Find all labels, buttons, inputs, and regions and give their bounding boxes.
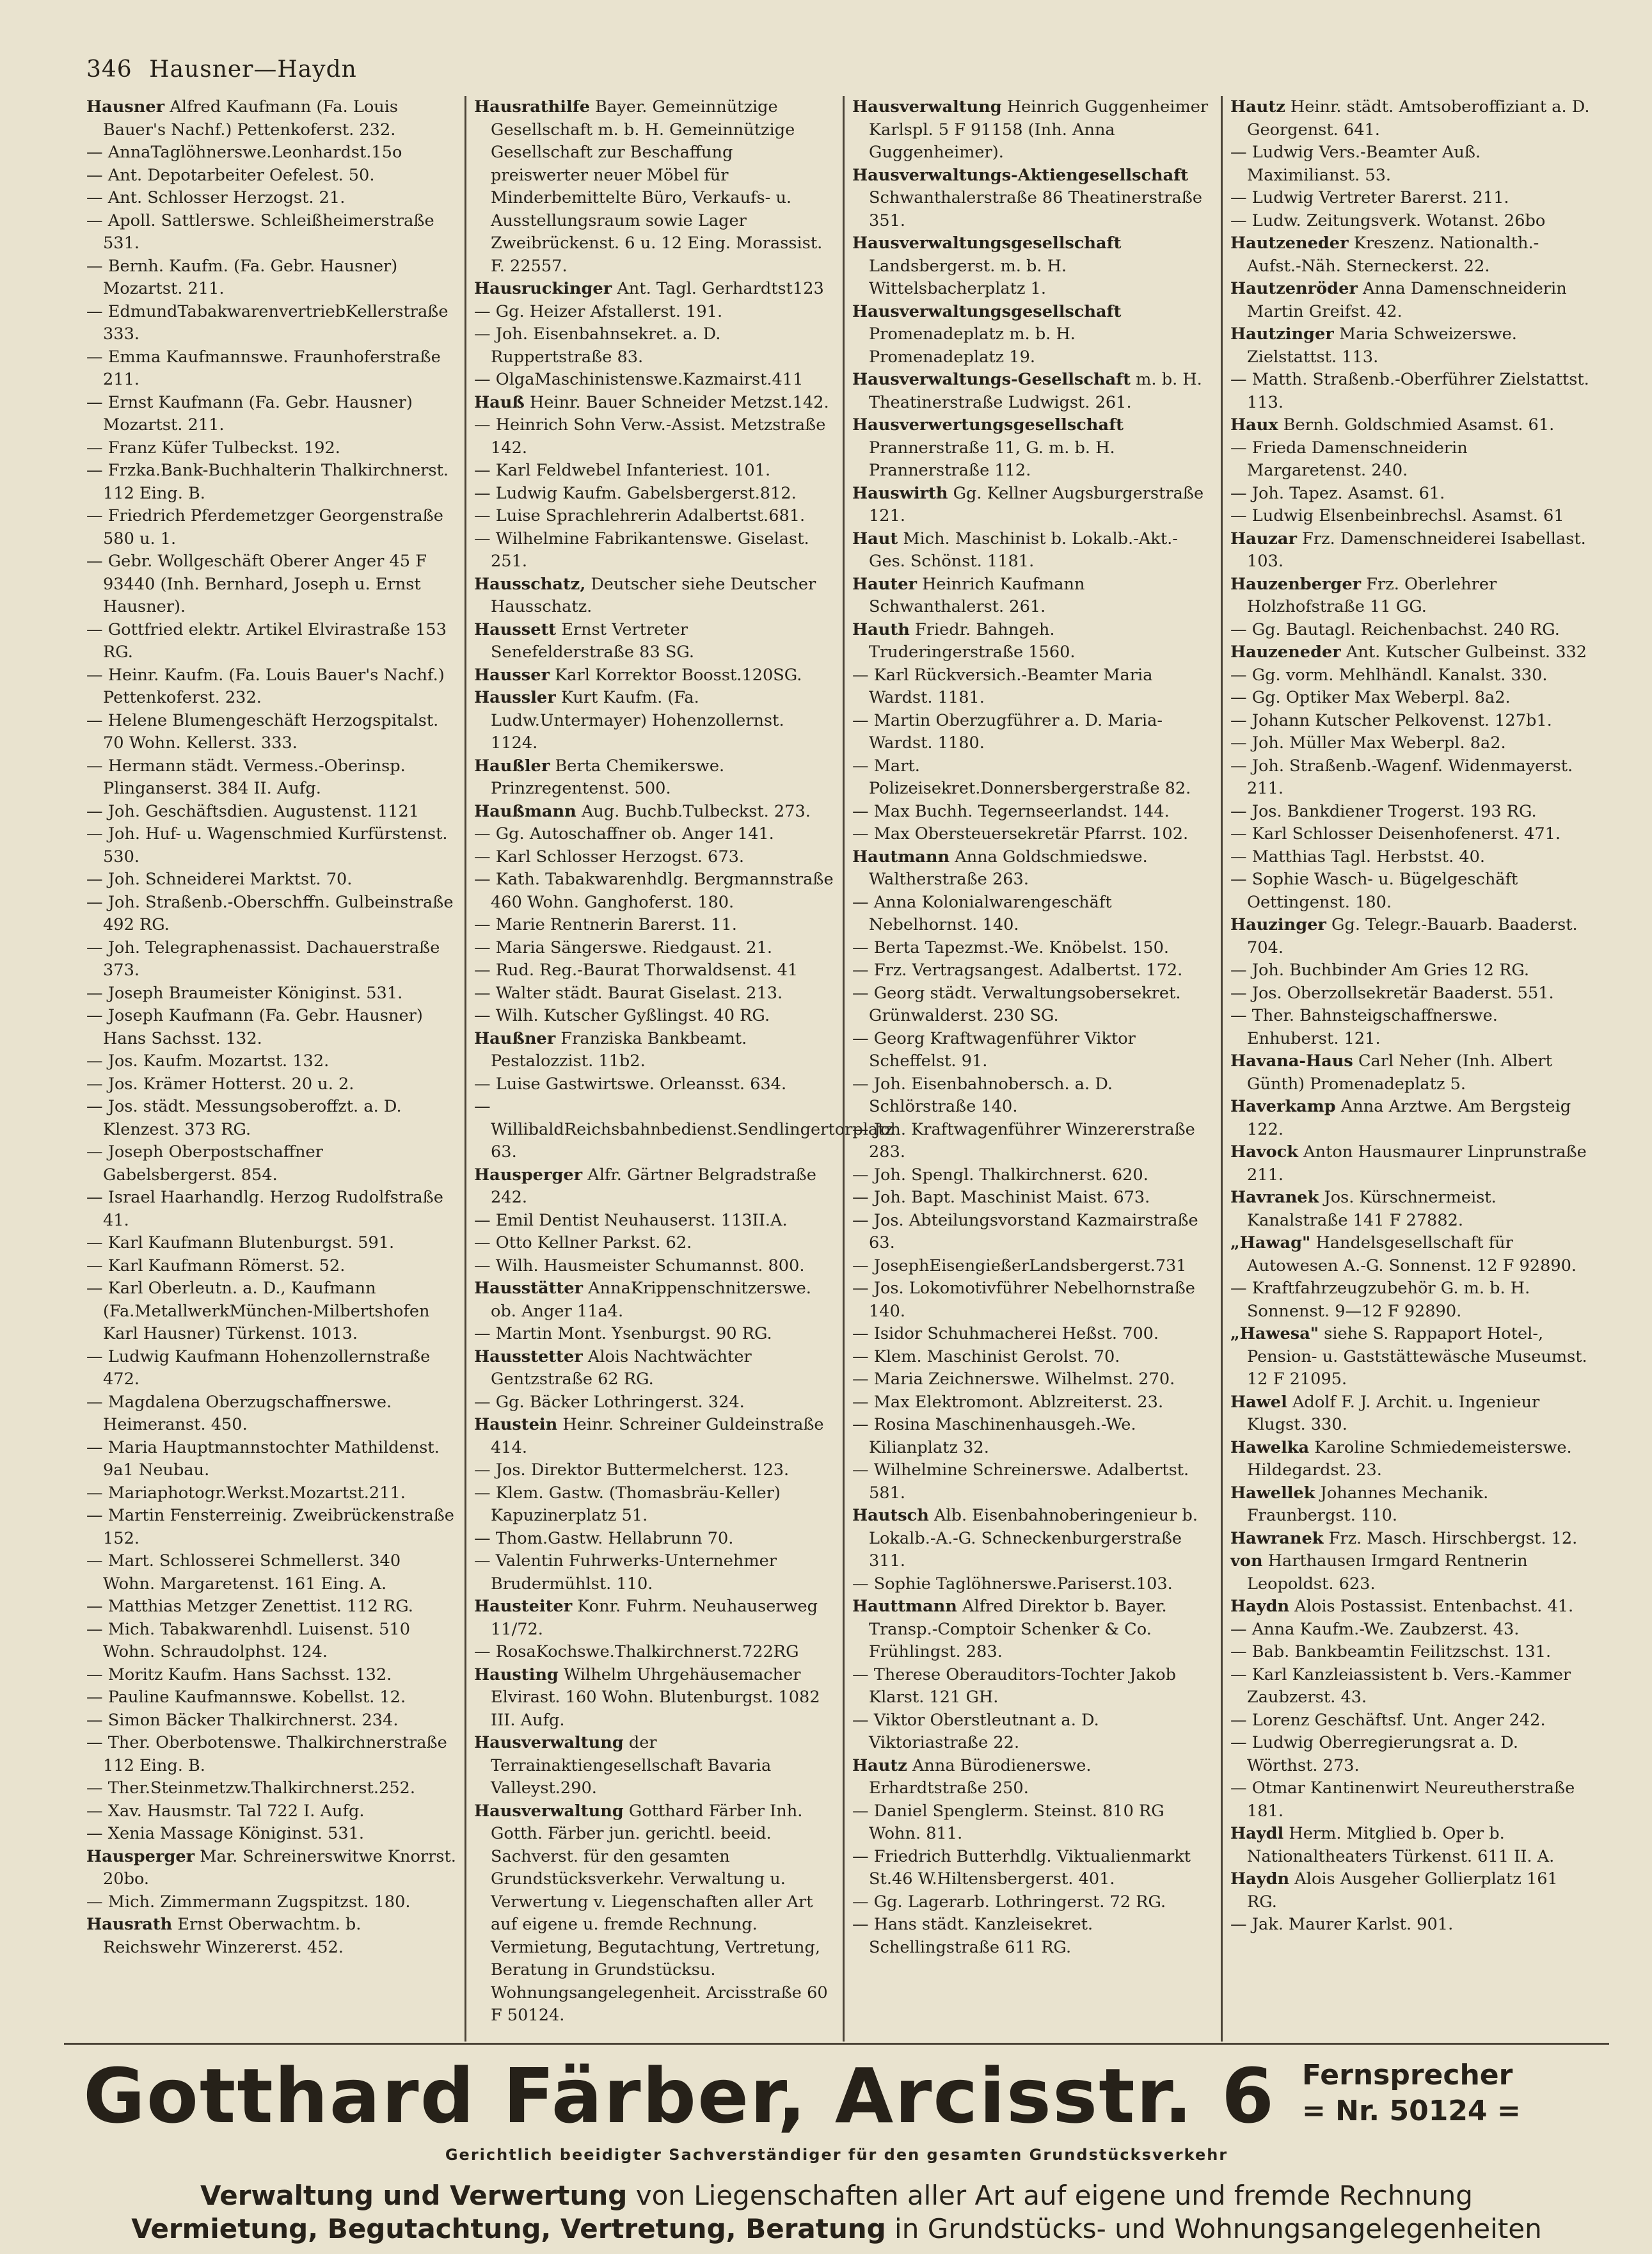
directory-entry: — Matthias Tagl. Herbstst. 40. xyxy=(1230,847,1486,867)
directory-entry: — Ludwig Kaufm. Gabelsbergerst.812. xyxy=(474,483,797,503)
directory-entry: — Daniel Spenglerm. Steinst. 810 RG Wohn. 811. xyxy=(852,1801,1164,1843)
directory-entry: — Gg. Optiker Max Weberpl. 8a2. xyxy=(1230,688,1511,707)
directory-entry: Hautsch Alb. Eisenbahnoberingenieur b. Lokalb.-A.-G. Schneckenburgerstraße 311. xyxy=(852,1506,1198,1571)
directory-entry: — Matthias Metzger Zenettist. 112 RG. xyxy=(86,1597,413,1616)
directory-entry: — Klem. Gastw. (Thomasbräu-Keller) Kapuzinerplatz 51. xyxy=(474,1483,781,1525)
directory-entry: — AnnaTaglöhnerswe.Leonhardst.15o xyxy=(86,143,402,162)
directory-entry: Hausting Wilhelm Uhrgehäusemacher Elvirast. 160 Wohn. Blutenburgst. 1082 III. Aufg. xyxy=(474,1665,820,1730)
directory-entry: — Jos. Lokomotivführer Nebelhornstraße 140. xyxy=(852,1279,1195,1321)
directory-entry: Haussler Kurt Kaufm. (Fa. Ludw.Untermayer) Hohenzollernst. 1124. xyxy=(474,688,784,753)
directory-entry: — Karl Schlosser Herzogst. 673. xyxy=(474,847,745,867)
directory-entry: Hauttmann Alfred Direktor b. Bayer. Transp.-Comptoir Schenker & Co. Frühlingst. 283. xyxy=(852,1597,1167,1661)
directory-entry: Hautzeneder Kreszenz. Nationalth.-Aufst.-Näh. Sterneckerst. 22. xyxy=(1230,234,1539,276)
directory-entry: — Joh. Eisenbahnsekret. a. D. Ruppertstraße 83. xyxy=(474,324,721,367)
directory-entry: — Jos. Krämer Hotterst. 20 u. 2. xyxy=(86,1074,354,1094)
directory-entry: — Ludwig Vers.-Beamter Auß. Maximilianst. 53. xyxy=(1230,143,1481,185)
directory-entry: — Kraftfahrzeugzubehör G. m. b. H. Sonnenst. 9—12 F 92890. xyxy=(1230,1279,1530,1321)
directory-entry: — Karl Feldwebel Infanteriest. 101. xyxy=(474,461,771,480)
directory-entry: Hausverwaltungs-Aktiengesellschaft Schwanthalerstraße 86 Theatinerstraße 351. xyxy=(852,165,1203,230)
directory-entry: — Ther. Oberbotenswe. Thalkirchnerstraße 112 Eing. B. xyxy=(86,1733,447,1775)
directory-entry: — Gg. Bautagl. Reichenbachst. 240 RG. xyxy=(1230,619,1560,639)
ad-line-2-rest: in Grundstücks- und Wohnungsangelegenheiten xyxy=(886,2213,1542,2244)
directory-entry: — Jos. städt. Messungsoberoffzt. a. D. Klenzest. 373 RG. xyxy=(86,1097,402,1139)
directory-entry: — Joh. Telegraphenassist. Dachauerstraße 373. xyxy=(86,938,440,980)
directory-entry: — Gg. vorm. Mehlhändl. Kanalst. 330. xyxy=(1230,665,1548,685)
directory-entry: — Friedrich Butterhdlg. Viktualienmarkt St.46 W.Hiltensbergerst. 401. xyxy=(852,1846,1191,1889)
directory-entry: — Joh. Bapt. Maschinist Maist. 673. xyxy=(852,1188,1150,1207)
directory-entry: — Klem. Maschinist Gerolst. 70. xyxy=(852,1347,1120,1366)
directory-entry: — Xav. Hausmstr. Tal 722 I. Aufg. xyxy=(86,1801,365,1821)
directory-entry: — Joseph Oberpostschaffner Gabelsbergerst. 854. xyxy=(86,1142,323,1185)
directory-entry: — Karl Schlosser Deisenhofenerst. 471. xyxy=(1230,824,1561,843)
directory-entry: — Martin Fensterreinig. Zweibrückenstraße 152. xyxy=(86,1506,454,1548)
directory-entry: — Karl Oberleutn. a. D., Kaufmann (Fa.MetallwerkMünchen-Milbertshofen Karl Hausner) Türkenst. 1013. xyxy=(86,1279,430,1343)
directory-entry: — Pauline Kaufmannswe. Kobellst. 12. xyxy=(86,1688,406,1707)
directory-entry: — Otto Kellner Parkst. 62. xyxy=(474,1233,692,1252)
ad-line-1-rest: von Liegenschaften aller Art auf eigene und fremde Rechnung xyxy=(627,2180,1473,2211)
directory-entry: — Joseph Kaufmann (Fa. Gebr. Hausner) Hans Sachsst. 132. xyxy=(86,1006,423,1048)
directory-entry: Havana-Haus Carl Neher (Inh. Albert Günth) Promenadeplatz 5. xyxy=(1230,1051,1552,1094)
column-1 xyxy=(86,96,465,2042)
column-2 xyxy=(465,96,893,2042)
directory-entry: — Simon Bäcker Thalkirchnerst. 234. xyxy=(86,1710,399,1730)
directory-entry: Hauzinger Gg. Telegr.-Bauarb. Baaderst. 704. xyxy=(1230,915,1578,957)
directory-entry: — Mart. Schlosserei Schmellerst. 340 Wohn. Margaretenst. 161 Eing. A. xyxy=(86,1551,401,1594)
advertisement xyxy=(64,2051,1609,2243)
directory-entry: Hausner Alfred Kaufmann (Fa. Louis Bauer's Nachf.) Pettenkoferst. 232. xyxy=(86,97,399,140)
directory-entry: — Max Buchh. Tegernseerlandst. 144. xyxy=(852,801,1170,821)
directory-entry: — Gottfried elektr. Artikel Elvirastraße 153 RG. xyxy=(86,619,447,662)
ad-line-2-bold: Vermietung, Begutachtung, Vertretung, Beratung xyxy=(131,2213,886,2244)
directory-entry: — Joh. Müller Max Weberpl. 8a2. xyxy=(1230,733,1506,753)
directory-entry: — Frz. Vertragsangest. Adalbertst. 172. xyxy=(852,961,1183,980)
column-3 xyxy=(843,96,1221,2042)
directory-entry: — Max Elektromont. Ablzreiterst. 23. xyxy=(852,1392,1164,1412)
directory-entry: — Frzka.Bank-Buchhalterin Thalkirchnerst. 112 Eing. B. xyxy=(86,461,449,503)
directory-entry: — Karl Kaufmann Blutenburgst. 591. xyxy=(86,1233,395,1252)
directory-entry: Hausverwertungsgesellschaft Prannerstraße 11, G. m. b. H. Prannerstraße 112. xyxy=(852,415,1124,480)
directory-entry: — Joh. Eisenbahnobersch. a. D. Schlörstraße 140. xyxy=(852,1074,1113,1116)
directory-entry: Hauzar Frz. Damenschneiderei Isabellast. 103. xyxy=(1230,529,1586,571)
directory-entry: — Georg städt. Verwaltungsobersekret. Grünwalderst. 230 SG. xyxy=(852,983,1181,1025)
directory-entry: Hausruckinger Ant. Tagl. Gerhardtst123 xyxy=(474,279,824,298)
directory-entry: — Karl Kanzleiassistent b. Vers.-Kammer Zaubzerst. 43. xyxy=(1230,1665,1571,1707)
directory-entry: — Ant. Depotarbeiter Oefelest. 50. xyxy=(86,165,375,185)
directory-entry: Haußner Franziska Bankbeamt. Pestalozzist. 11b2. xyxy=(474,1028,747,1071)
directory-entry: — Isidor Schuhmacherei Heßst. 700. xyxy=(852,1324,1159,1343)
directory-entry: — Anna Kolonialwarengeschäft Nebelhornst. 140. xyxy=(852,892,1112,934)
directory-entry: — Gg. Lagerarb. Lothringerst. 72 RG. xyxy=(852,1892,1166,1912)
directory-entry: — Heinr. Kaufm. (Fa. Louis Bauer's Nachf.) Pettenkoferst. 232. xyxy=(86,665,445,707)
directory-entry: — Rud. Reg.-Baurat Thorwaldsenst. 41 xyxy=(474,961,798,980)
directory-entry: — Ludwig Elsenbeinbrechsl. Asamst. 61 xyxy=(1230,506,1564,525)
directory-entry: Hawranek Frz. Masch. Hirschbergst. 12. xyxy=(1230,1528,1578,1548)
directory-entry: — Sophie Taglöhnerswe.Pariserst.103. xyxy=(852,1574,1173,1594)
directory-entry: Hauter Heinrich Kaufmann Schwanthalerst. 261. xyxy=(852,574,1085,616)
directory-entry: — Jos. Direktor Buttermelcherst. 123. xyxy=(474,1460,790,1480)
ad-phone-number: = Nr. 50124 = xyxy=(1302,2095,1521,2127)
directory-entry: — Maria Zeichnerswe. Wilhelmst. 270. xyxy=(852,1370,1175,1389)
directory-entry: — Franz Küfer Tulbeckst. 192. xyxy=(86,438,340,458)
directory-entry: — Gg. Bäcker Lothringerst. 324. xyxy=(474,1392,745,1412)
directory-entry: Hawelka Karoline Schmiedemeisterswe. Hildegardst. 23. xyxy=(1230,1437,1572,1480)
directory-entry: — Friedrich Pferdemetzger Georgenstraße 580 u. 1. xyxy=(86,506,443,548)
directory-entry: — Jos. Abteilungsvorstand Kazmairstraße 63. xyxy=(852,1210,1198,1252)
directory-entry: — Maria Hauptmannstochter Mathildenst. 9a1 Neubau. xyxy=(86,1437,440,1480)
directory-entry: Hausverwaltung Gotthard Färber Inh. Gotth. Färber jun. gerichtl. beeid. Sachverst. für den gesamten Grundstücksverkehr. Verwaltung u. Verwertung v. Liegenschaften aller Art auf eigene u. fremde Rechnung. Vermietung, Begutachtung, Vertretung, Beratung in Grundstücksu. Wohnungsangelegenheit. Arcisstraße 60 F 50124. xyxy=(474,1801,828,2025)
directory-entry: — Joseph Braumeister Königinst. 531. xyxy=(86,983,403,1003)
directory-entry: — Martin Mont. Ysenburgst. 90 RG. xyxy=(474,1324,772,1343)
directory-entry: — Karl Kaufmann Römerst. 52. xyxy=(86,1256,345,1275)
directory-entry: — Ant. Schlosser Herzogst. 21. xyxy=(86,188,345,207)
directory-entry: — Xenia Massage Königinst. 531. xyxy=(86,1824,365,1843)
directory-entry: — Max Obersteuersekretär Pfarrst. 102. xyxy=(852,824,1189,843)
ad-line-1 xyxy=(64,2178,1609,2214)
directory-entry: — Ludwig Vertreter Barerst. 211. xyxy=(1230,188,1509,207)
directory-entry: „Hawesa" siehe S. Rappaport Hotel-, Pension- u. Gaststättewäsche Museumst. 12 F 21095. xyxy=(1230,1324,1587,1389)
directory-entry: — EdmundTabakwarenvertriebKellerstraße 333. xyxy=(86,301,449,344)
directory-entry: — Rosina Maschinenhausgeh.-We. Kilianplatz 32. xyxy=(852,1415,1136,1457)
directory-entry: Hausverwaltung Heinrich Guggenheimer Karlspl. 5 F 91158 (Inh. Anna Guggenheimer). xyxy=(852,97,1209,162)
directory-entry: — Matth. Straßenb.-Oberführer Zielstattst. 113. xyxy=(1230,370,1589,412)
directory-entry: Hauswirth Gg. Kellner Augsburgerstraße 121. xyxy=(852,483,1204,525)
running-title: Hausner—Haydn xyxy=(149,56,357,83)
directory-entry: — Moritz Kaufm. Hans Sachsst. 132. xyxy=(86,1665,392,1684)
directory-entry: — Mich. Tabakwarenhdl. Luisenst. 510 Wohn. Schraudolphst. 124. xyxy=(86,1619,411,1661)
directory-entry: — Emil Dentist Neuhauserst. 113II.A. xyxy=(474,1210,788,1230)
directory-entry: — Gebr. Wollgeschäft Oberer Anger 45 F 93440 (Inh. Bernhard, Joseph u. Ernst Hausner). xyxy=(86,552,427,616)
directory-entry: Hawellek Johannes Mechanik. Fraunbergst. 110. xyxy=(1230,1483,1489,1525)
directory-entry: — Bab. Bankbeamtin Feilitzschst. 131. xyxy=(1230,1642,1552,1661)
directory-entry: Haydn Alois Ausgeher Gollierplatz 161 RG. xyxy=(1230,1869,1558,1912)
ad-line-1-bold: Verwaltung und Verwertung xyxy=(200,2180,628,2211)
directory-entry: Havock Anton Hausmaurer Linprunstraße 211. xyxy=(1230,1142,1587,1185)
directory-entry: — JosephEisengießerLandsbergerst.731 xyxy=(852,1256,1187,1275)
directory-entry: — Ludwig Kaufmann Hohenzollernstraße 472. xyxy=(86,1347,431,1389)
directory-entry: — Wilhelmine Fabrikantenswe. Giselast. 251. xyxy=(474,529,809,571)
directory-entry: — Mariaphotogr.Werkst.Mozartst.211. xyxy=(86,1483,406,1503)
directory-entry: — Ther. Bahnsteigschaffnerswe. Enhuberst. 121. xyxy=(1230,1006,1498,1048)
directory-entry: — Joh. Kraftwagenführer Winzererstraße 283. xyxy=(852,1119,1195,1162)
directory-entry: — Joh. Tapez. Asamst. 61. xyxy=(1230,483,1445,503)
directory-entry: — Wilh. Hausmeister Schumannst. 800. xyxy=(474,1256,805,1275)
ad-subtitle: Gerichtlich beeidigter Sachverständiger für den gesamten Grundstücksverkehr xyxy=(445,2146,1228,2164)
directory-entry: — Jos. Oberzollsekretär Baaderst. 551. xyxy=(1230,983,1554,1003)
directory-columns xyxy=(86,96,1600,2042)
directory-entry: — Emma Kaufmannswe. Fraunhoferstraße 211. xyxy=(86,347,441,389)
directory-entry: Haut Mich. Maschinist b. Lokalb.-Akt.-Ges. Schönst. 1181. xyxy=(852,529,1178,571)
directory-entry: Hausverwaltungs-Gesellschaft m. b. H. Theatinerstraße Ludwigst. 261. xyxy=(852,370,1202,412)
directory-entry: — Frieda Damenschneiderin Margaretenst. 240. xyxy=(1230,438,1468,480)
directory-entry: Haussett Ernst Vertreter Senefelderstraße 83 SG. xyxy=(474,619,695,662)
directory-entry: — Mart. Polizeisekret.Donnersbergerstraße 82. xyxy=(852,756,1191,798)
directory-entry: Haydn Alois Postassist. Entenbachst. 41. xyxy=(1230,1597,1574,1616)
directory-entry: — Mich. Zimmermann Zugspitzst. 180. xyxy=(86,1892,411,1912)
directory-entry: „Hawag" Handelsgesellschaft für Autowesen A.-G. Sonnenst. 12 F 92890. xyxy=(1230,1233,1577,1275)
directory-entry: Haydl Herm. Mitglied b. Oper b. Nationaltheaters Türkenst. 611 II. A. xyxy=(1230,1824,1555,1866)
directory-entry: — Joh. Geschäftsdien. Augustenst. 1121 xyxy=(86,801,420,821)
ad-company-name: Gotthard Färber, Arcisstr. 6 xyxy=(83,2052,1276,2140)
directory-entry: Hausser Karl Korrektor Boosst.120SG. xyxy=(474,665,802,685)
directory-entry: Hausverwaltungsgesellschaft Promenadeplatz m. b. H. Promenadeplatz 19. xyxy=(852,301,1122,367)
directory-entry: Hautzinger Maria Schweizerswe. Zielstattst. 113. xyxy=(1230,324,1517,367)
directory-entry: — Lorenz Geschäftsf. Unt. Anger 242. xyxy=(1230,1710,1546,1730)
directory-entry: — Joh. Schneiderei Marktst. 70. xyxy=(86,870,353,889)
directory-entry: — Kath. Tabakwarenhdlg. Bergmannstraße 460 Wohn. Ganghoferst. 180. xyxy=(474,870,834,912)
directory-entry: — Johann Kutscher Pelkovenst. 127b1. xyxy=(1230,710,1552,730)
directory-entry: Hausrath Ernst Oberwachtm. b. Reichswehr Winzererst. 452. xyxy=(86,1915,361,1957)
directory-entry: Havranek Jos. Kürschnermeist. Kanalstraße 141 F 27882. xyxy=(1230,1188,1497,1230)
directory-entry: — Joh. Buchbinder Am Gries 12 RG. xyxy=(1230,961,1530,980)
page-number: 346 xyxy=(86,56,132,83)
directory-entry: — RosaKochswe.Thalkirchnerst.722RG xyxy=(474,1642,799,1661)
directory-entry: — Bernh. Kaufm. (Fa. Gebr. Hausner) Mozartst. 211. xyxy=(86,256,398,298)
directory-entry: Hautmann Anna Goldschmiedswe. Waltherstraße 263. xyxy=(852,847,1148,889)
directory-entry: — Walter städt. Baurat Giselast. 213. xyxy=(474,983,783,1003)
directory-entry: Haußler Berta Chemikerswe. Prinzregentenst. 500. xyxy=(474,756,725,798)
directory-entry: Hautz Anna Bürodienerswe. Erhardtstraße 250. xyxy=(852,1755,1092,1798)
directory-entry: — Luise Gastwirtswe. Orleansst. 634. xyxy=(474,1074,787,1094)
directory-entry: Hauzeneder Ant. Kutscher Gulbeinst. 332 xyxy=(1230,643,1587,662)
directory-entry: von Harthausen Irmgard Rentnerin Leopoldst. 623. xyxy=(1230,1551,1528,1594)
directory-entry: — Joh. Spengl. Thalkirchnerst. 620. xyxy=(852,1165,1148,1185)
directory-entry: Hawel Adolf F. J. Archit. u. Ingenieur Klugst. 330. xyxy=(1230,1392,1540,1434)
directory-entry: — Joh. Straßenb.-Wagenf. Widenmayerst. 211. xyxy=(1230,756,1573,798)
directory-entry: — Ernst Kaufmann (Fa. Gebr. Hausner) Mozartst. 211. xyxy=(86,392,413,435)
directory-entry: Hausstetter Alois Nachtwächter Gentzstraße 62 RG. xyxy=(474,1347,752,1389)
directory-entry: Hausstätter AnnaKrippenschnitzerswe. ob. Anger 11a4. xyxy=(474,1279,811,1321)
directory-entry: — Joh. Straßenb.-Oberschffn. Gulbeinstraße 492 RG. xyxy=(86,892,454,934)
page-header xyxy=(86,56,357,83)
directory-entry: — Israel Haarhandlg. Herzog Rudolfstraße 41. xyxy=(86,1188,443,1230)
directory-entry: — Luise Sprachlehrerin Adalbertst.681. xyxy=(474,506,806,525)
directory-entry: — Hans städt. Kanzleisekret. Schellingstraße 611 RG. xyxy=(852,1915,1093,1957)
directory-entry: — Ludwig Oberregierungsrat a. D. Wörthst. 273. xyxy=(1230,1733,1518,1775)
directory-entry: — Martin Oberzugführer a. D. Maria-Wardst. 1180. xyxy=(852,710,1163,753)
directory-entry: Hausperger Mar. Schreinerswitwe Knorrst. 20bo. xyxy=(86,1846,456,1889)
directory-entry: — OlgaMaschinistenswe.Kazmairst.411 xyxy=(474,370,804,389)
directory-entry: — Georg Kraftwagenführer Viktor Scheffelst. 91. xyxy=(852,1028,1136,1071)
directory-entry: — Ludw. Zeitungsverk. Wotanst. 26bo xyxy=(1230,211,1546,230)
advertisement-divider xyxy=(64,2043,1609,2045)
directory-entry: — Sophie Wasch- u. Bügelgeschäft Oettingenst. 180. xyxy=(1230,870,1518,912)
ad-phone-label: Fernsprecher xyxy=(1302,2059,1513,2091)
directory-entry: — Magdalena Oberzugschaffnerswe. Heimeranst. 450. xyxy=(86,1392,392,1434)
directory-entry: — Anna Kaufm.-We. Zaubzerst. 43. xyxy=(1230,1619,1520,1639)
directory-entry: Hausperger Alfr. Gärtner Belgradstraße 242. xyxy=(474,1165,816,1207)
directory-entry: — Jos. Bankdiener Trogerst. 193 RG. xyxy=(1230,801,1537,821)
directory-entry: Hausverwaltung der Terrainaktiengesellschaft Bavaria Valleyst.290. xyxy=(474,1733,772,1798)
directory-entry: — Karl Rückversich.-Beamter Maria Wardst. 1181. xyxy=(852,665,1153,707)
directory-entry: — Gg. Heizer Afstallerst. 191. xyxy=(474,301,723,321)
directory-entry: — Gg. Autoschaffner ob. Anger 141. xyxy=(474,824,774,843)
column-4 xyxy=(1221,96,1599,2042)
directory-entry: Hausschatz, Deutscher siehe Deutscher Hausschatz. xyxy=(474,574,816,616)
directory-entry: — Valentin Fuhrwerks-Unternehmer Brudermühlst. 110. xyxy=(474,1551,777,1594)
directory-entry: Haverkamp Anna Arztwe. Am Bergsteig 122. xyxy=(1230,1097,1571,1139)
directory-entry: Hauß Heinr. Bauer Schneider Metzst.142. xyxy=(474,392,829,412)
directory-entry: — Apoll. Sattlerswe. Schleißheimerstraße 531. xyxy=(86,211,434,253)
directory-entry: — Hermann städt. Vermess.-Oberinsp. Plinganserst. 384 II. Aufg. xyxy=(86,756,406,798)
directory-entry: — Ther.Steinmetzw.Thalkirchnerst.252. xyxy=(86,1778,415,1798)
directory-entry: — Viktor Oberstleutnant a. D. Viktoriastraße 22. xyxy=(852,1710,1099,1752)
directory-entry: Hausverwaltungsgesellschaft Landsbergerst. m. b. H. Wittelsbacherplatz 1. xyxy=(852,234,1122,298)
directory-entry: Haux Bernh. Goldschmied Asamst. 61. xyxy=(1230,415,1555,435)
directory-entry: Hauth Friedr. Bahngeh. Truderingerstraße 1560. xyxy=(852,619,1076,662)
directory-entry: — Heinrich Sohn Verw.-Assist. Metzstraße 142. xyxy=(474,415,826,458)
directory-entry: Hauzenberger Frz. Oberlehrer Holzhofstraße 11 GG. xyxy=(1230,574,1497,616)
directory-entry: Hautzenröder Anna Damenschneiderin Martin Greifst. 42. xyxy=(1230,279,1567,321)
directory-entry: Haustein Heinr. Schreiner Guldeinstraße 414. xyxy=(474,1415,824,1457)
directory-entry: — Wilh. Kutscher Gyßlingst. 40 RG. xyxy=(474,1006,770,1025)
directory-entry: — Jos. Kaufm. Mozartst. 132. xyxy=(86,1051,330,1071)
directory-entry: — Berta Tapezmst.-We. Knöbelst. 150. xyxy=(852,938,1170,957)
directory-entry: Haußmann Aug. Buchb.Tulbeckst. 273. xyxy=(474,801,811,821)
directory-entry: — Wilhelmine Schreinerswe. Adalbertst. 581. xyxy=(852,1460,1189,1503)
directory-entry: — WillibaldReichsbahnbedienst.Sendlingertorplatz 63. xyxy=(474,1097,893,1162)
ad-line-2 xyxy=(64,2211,1609,2247)
directory-entry: — Therese Oberauditors-Tochter Jakob Klarst. 121 GH. xyxy=(852,1665,1177,1707)
directory-entry: Hautz Heinr. städt. Amtsoberoffiziant a. D. Georgenst. 641. xyxy=(1230,97,1590,140)
directory-entry: — Joh. Huf- u. Wagenschmied Kurfürstenst. 530. xyxy=(86,824,448,867)
directory-entry: Hausrathilfe Bayer. Gemeinnützige Gesellschaft m. b. H. Gemeinnützige Gesellschaft zur Beschaffung preiswerter neuer Möbel für Minderbemittelte Büro, Verkaufs- u. Ausstellungsraum sowie Lager Zweibrückenst. 6 u. 12 Eing. Morassist. F. 22557. xyxy=(474,97,823,276)
directory-entry: Hausteiter Konr. Fuhrm. Neuhauserweg 11/72. xyxy=(474,1597,818,1639)
directory-entry: — Jak. Maurer Karlst. 901. xyxy=(1230,1915,1454,1934)
directory-entry: — Helene Blumengeschäft Herzogspitalst. 70 Wohn. Kellerst. 333. xyxy=(86,710,439,753)
directory-entry: — Marie Rentnerin Barerst. 11. xyxy=(474,915,737,934)
directory-entry: — Otmar Kantinenwirt Neureutherstraße 181. xyxy=(1230,1778,1575,1821)
ad-phone xyxy=(1302,2058,1521,2129)
directory-entry: — Thom.Gastw. Hellabrunn 70. xyxy=(474,1528,734,1548)
directory-entry: — Maria Sängerswe. Riedgaust. 21. xyxy=(474,938,773,957)
